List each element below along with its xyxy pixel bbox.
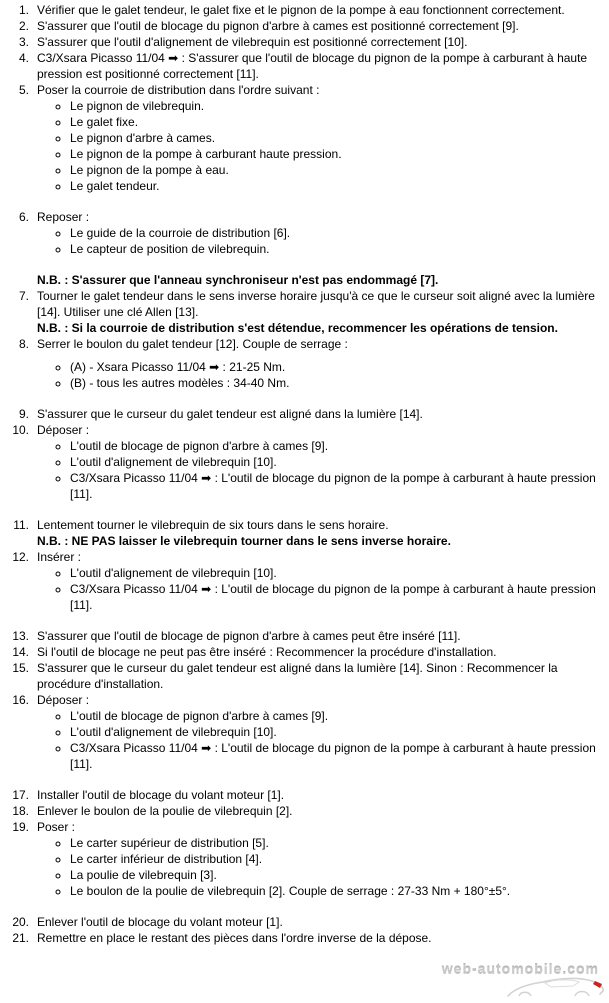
procedure-item	[0, 930, 601, 946]
item-body	[37, 644, 601, 660]
item-number: 21.	[12, 931, 29, 945]
note-block	[0, 272, 601, 288]
sub-bullet-item: ◦ C3/Xsara Picasso 11/04 ➡ : L'outil de blocage du pignon de la pompe à carburant à haute pression [11].	[70, 740, 601, 772]
item-body	[37, 406, 601, 422]
sub-bullet-item: ◦ (B) - tous les autres modèles : 34-40 Nm.	[70, 375, 601, 391]
procedure-item	[0, 787, 601, 803]
sub-bullet-item: ◦ Le galet tendeur.	[70, 178, 601, 194]
procedure-item	[0, 644, 601, 660]
item-number: 13.	[12, 629, 29, 643]
procedure-item	[0, 288, 601, 336]
procedure-item	[0, 336, 601, 391]
sub-bullet-item: ◦ Le pignon d'arbre à cames.	[70, 130, 601, 146]
sub-bullet-item: ◦ Le carter inférieur de distribution [4].	[70, 851, 601, 867]
item-text: Enlever le boulon de la poulie de vilebrequin [2].	[37, 804, 293, 818]
item-text: S'assurer que l'outil d'alignement de vilebrequin est positionné correctement [10].	[37, 35, 468, 49]
item-body	[37, 517, 601, 549]
item-body	[37, 336, 601, 391]
sub-bullet-item: ◦ Le pignon de la pompe à eau.	[70, 162, 601, 178]
item-body	[37, 34, 601, 50]
item-body	[37, 272, 601, 288]
item-body	[37, 18, 601, 34]
procedure-item	[0, 209, 601, 257]
item-text: S'assurer que l'outil de blocage de pignon d'arbre à cames peut être inséré [11].	[37, 629, 461, 643]
item-body	[37, 82, 601, 194]
procedure-item	[0, 660, 601, 692]
sub-bullet-item: ◦ Le carter supérieur de distribution [5].	[70, 835, 601, 851]
sub-bullet-list	[37, 225, 601, 257]
procedure-item	[0, 692, 601, 772]
item-number: 12.	[12, 550, 29, 564]
procedure-item	[0, 34, 601, 50]
item-number: 16.	[12, 693, 29, 707]
sub-bullet-item: ◦ L'outil d'alignement de vilebrequin [10].	[70, 565, 601, 581]
nb-note: N.B. : S'assurer que l'anneau synchroniseur n'est pas endommagé [7].	[37, 273, 439, 287]
nb-note: N.B. : NE PAS laisser le vilebrequin tourner dans le sens inverse horaire.	[37, 534, 451, 548]
procedure-item	[0, 2, 601, 18]
sub-bullet-item: ◦ L'outil de blocage de pignon d'arbre à cames [9].	[70, 438, 601, 454]
item-number: 15.	[12, 661, 29, 675]
item-number: 2.	[18, 19, 29, 33]
item-text: Déposer :	[37, 423, 90, 437]
sub-bullet-item: ◦ Le pignon de la pompe à carburant haute pression.	[70, 146, 601, 162]
sub-bullet-item: ◦ Le boulon de la poulie de vilebrequin [2]. Couple de serrage : 27-33 Nm + 180°±5°.	[70, 883, 601, 899]
item-number: 20.	[12, 915, 29, 929]
sub-bullet-list	[37, 98, 601, 194]
sub-bullet-item: ◦ Le pignon de vilebrequin.	[70, 98, 601, 114]
item-text: S'assurer que le curseur du galet tendeur est aligné dans la lumière [14].	[37, 407, 423, 421]
item-text: Installer l'outil de blocage du volant moteur [1].	[37, 788, 285, 802]
procedure-item	[0, 628, 601, 644]
item-number: 11.	[13, 518, 29, 532]
procedure-item	[0, 517, 601, 549]
item-number: 3.	[18, 35, 29, 49]
item-number: 7.	[18, 289, 29, 303]
item-text: Si l'outil de blocage ne peut pas être inséré : Recommencer la procédure d'installation.	[37, 645, 497, 659]
item-text: S'assurer que le curseur du galet tendeur est aligné dans la lumière [14]. Sinon : Recommencer la procédure d'installation.	[37, 661, 558, 691]
procedure-item	[0, 50, 601, 82]
sub-bullet-item: ◦ L'outil d'alignement de vilebrequin [10].	[70, 454, 601, 470]
item-text: Remettre en place le restant des pièces dans l'ordre inverse de la dépose.	[37, 931, 432, 945]
procedure-item	[0, 549, 601, 613]
item-text: S'assurer que l'outil de blocage du pignon d'arbre à cames est positionné correctement [9].	[37, 19, 519, 33]
sub-bullet-item: ◦ (A) - Xsara Picasso 11/04 ➡ : 21-25 Nm.	[70, 359, 601, 375]
sub-bullet-item: ◦ L'outil de blocage de pignon d'arbre à cames [9].	[70, 708, 601, 724]
sub-bullet-item: ◦ Le guide de la courroie de distribution [6].	[70, 225, 601, 241]
procedure-item	[0, 82, 601, 194]
procedure-item	[0, 406, 601, 422]
item-body	[37, 692, 601, 772]
item-body	[37, 914, 601, 930]
item-body	[37, 2, 601, 18]
item-body	[37, 660, 601, 692]
item-body	[37, 930, 601, 946]
procedure-item	[0, 914, 601, 930]
item-text: Poser :	[37, 820, 76, 834]
item-body	[37, 288, 601, 336]
item-body	[37, 628, 601, 644]
item-text: Poser la courroie de distribution dans l'ordre suivant :	[37, 83, 320, 97]
sub-bullet-list	[37, 438, 601, 502]
car-silhouette-icon	[505, 973, 607, 1003]
item-text: Déposer :	[37, 693, 90, 707]
item-body	[37, 819, 601, 899]
item-text: Enlever l'outil de blocage du volant moteur [1].	[37, 915, 283, 929]
sub-bullet-item: ◦ La poulie de vilebrequin [3].	[70, 867, 601, 883]
sub-bullet-list	[37, 835, 601, 899]
procedure-item	[0, 819, 601, 899]
item-text: Serrer le boulon du galet tendeur [12]. Couple de serrage :	[37, 337, 348, 351]
item-body	[37, 422, 601, 502]
sub-bullet-list	[37, 708, 601, 772]
item-number: 9.	[18, 407, 29, 421]
item-number: 19.	[12, 820, 29, 834]
item-text: Tourner le galet tendeur dans le sens inverse horaire jusqu'à ce que le curseur soit aligné avec la lumière [14]. Utiliser une clé Allen [13].	[37, 289, 595, 319]
item-body	[37, 50, 601, 82]
procedure-item	[0, 803, 601, 819]
sub-bullet-item: ◦ Le galet fixe.	[70, 114, 601, 130]
item-number: 17.	[12, 788, 29, 802]
item-body	[37, 787, 601, 803]
item-body	[37, 549, 601, 613]
item-number: 1.	[18, 3, 29, 17]
sub-bullet-list	[37, 359, 601, 391]
watermark-text: web-automobile.com	[441, 961, 599, 977]
item-number: 18.	[12, 804, 29, 818]
item-text: Lentement tourner le vilebrequin de six tours dans le sens horaire.	[37, 518, 389, 532]
item-number: 10.	[12, 423, 29, 437]
sub-bullet-item: ◦ C3/Xsara Picasso 11/04 ➡ : L'outil de blocage du pignon de la pompe à carburant à haute pression [11].	[70, 470, 601, 502]
sub-bullet-item: ◦ Le capteur de position de vilebrequin.	[70, 241, 601, 257]
item-number: 14.	[12, 645, 29, 659]
item-number	[0, 272, 29, 288]
item-text: Reposer :	[37, 210, 90, 224]
item-number: 4.	[18, 51, 29, 65]
procedure-item	[0, 18, 601, 34]
item-body	[37, 803, 601, 819]
sub-bullet-item: ◦ L'outil d'alignement de vilebrequin [10].	[70, 724, 601, 740]
item-number: 8.	[18, 337, 29, 351]
item-number: 5.	[18, 83, 29, 97]
item-text: Vérifier que le galet tendeur, le galet fixe et le pignon de la pompe à eau fonctionnent correctement.	[37, 3, 565, 17]
procedure-item	[0, 422, 601, 502]
item-number: 6.	[18, 210, 29, 224]
sub-bullet-item: ◦ C3/Xsara Picasso 11/04 ➡ : L'outil de blocage du pignon de la pompe à carburant à haute pression [11].	[70, 581, 601, 613]
item-body	[37, 209, 601, 257]
sub-bullet-list	[37, 565, 601, 613]
procedure-list	[0, 2, 601, 946]
item-text: C3/Xsara Picasso 11/04 ➡ : S'assurer que l'outil de blocage du pignon de la pompe à carburant à haute pression est positionné correctement [11].	[37, 51, 588, 81]
nb-note: N.B. : Si la courroie de distribution s'est détendue, recommencer les opérations de tension.	[37, 321, 558, 335]
item-text: Insérer :	[37, 550, 82, 564]
